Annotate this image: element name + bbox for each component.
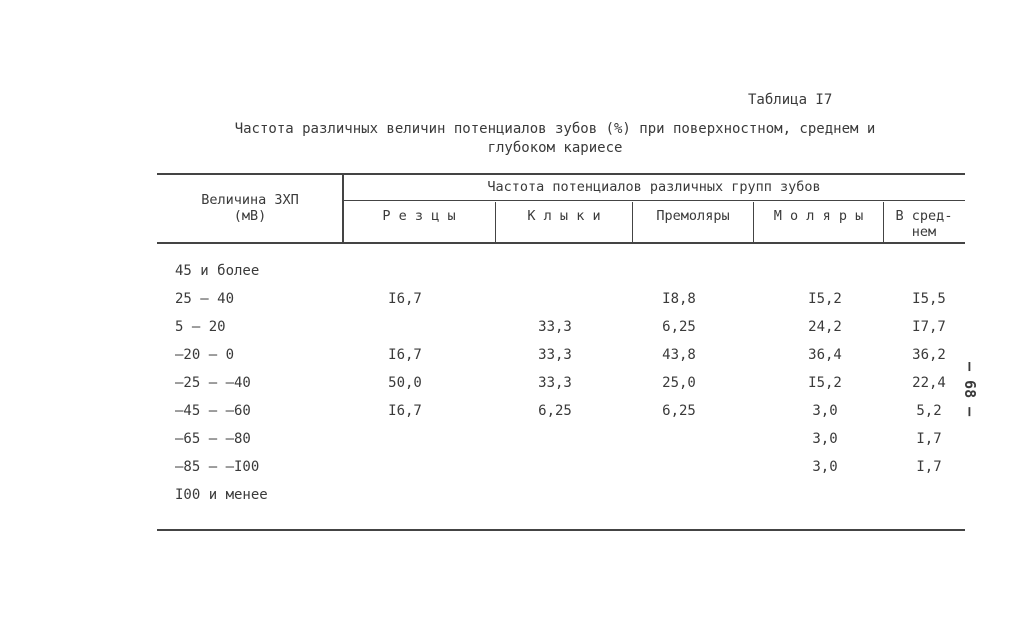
table-cell: I7,7 [912, 319, 946, 335]
row-label: –65 – –80 [175, 431, 251, 447]
row-label: –20 – 0 [175, 347, 235, 363]
caption-line-2: глубоком кариесе [487, 140, 623, 156]
table-cell: 22,4 [912, 375, 946, 391]
header-col-molars: М о л я р ы [773, 208, 864, 224]
header-row-column: Величина ЗХП (мВ) [201, 192, 299, 224]
table-cell: I5,5 [912, 291, 946, 307]
table-cell: 6,25 [662, 403, 696, 419]
row-label: 45 и более [175, 263, 260, 279]
table-cell: I8,8 [662, 291, 696, 307]
table-cell: 36,4 [808, 347, 842, 363]
header-group-title: Частота потенциалов различных групп зубов [487, 179, 821, 195]
table-number: Таблица I7 [748, 92, 833, 108]
row-label: –85 – –I00 [175, 459, 260, 475]
table-cell: I5,2 [808, 291, 842, 307]
table-cell: I,7 [916, 431, 942, 447]
header-col-premolars: Премоляры [656, 208, 730, 224]
row-label: 5 – 20 [175, 319, 226, 335]
group-header-rule [343, 200, 965, 201]
row-label: 25 – 40 [175, 291, 235, 307]
row-label: I00 и менее [175, 487, 268, 503]
table-cell: 33,3 [538, 319, 572, 335]
table-top-rule [157, 173, 965, 175]
table-cell: I5,2 [808, 375, 842, 391]
table-cell: I,7 [916, 459, 942, 475]
table-cell: 6,25 [662, 319, 696, 335]
page-number: – 68 – [961, 362, 979, 417]
row-label: –45 – –60 [175, 403, 251, 419]
table-cell: 43,8 [662, 347, 696, 363]
header-col-incisors: Р е з ц ы [382, 208, 456, 224]
table-cell: I6,7 [388, 403, 422, 419]
table-cell: 33,3 [538, 375, 572, 391]
table-cell: 25,0 [662, 375, 696, 391]
table-cell: 3,0 [812, 459, 838, 475]
header-col-canines: К л ы к и [527, 208, 601, 224]
table-cell: 50,0 [388, 375, 422, 391]
table-cell: 5,2 [916, 403, 942, 419]
table-cell: 33,3 [538, 347, 572, 363]
header-col-average: В сред- нем [895, 208, 953, 240]
caption-line-1: Частота различных величин потенциалов зубов (%) при поверхностном, среднем и [234, 121, 876, 137]
table-cell: 24,2 [808, 319, 842, 335]
table-cell: 3,0 [812, 431, 838, 447]
table-bottom-rule [157, 529, 965, 531]
table-caption [160, 120, 950, 158]
table-cell: 36,2 [912, 347, 946, 363]
table-cell: 6,25 [538, 403, 572, 419]
table-cell: I6,7 [388, 291, 422, 307]
table-cell: I6,7 [388, 347, 422, 363]
header-bottom-rule [157, 242, 965, 244]
table-cell: 3,0 [812, 403, 838, 419]
row-label: –25 – –40 [175, 375, 251, 391]
